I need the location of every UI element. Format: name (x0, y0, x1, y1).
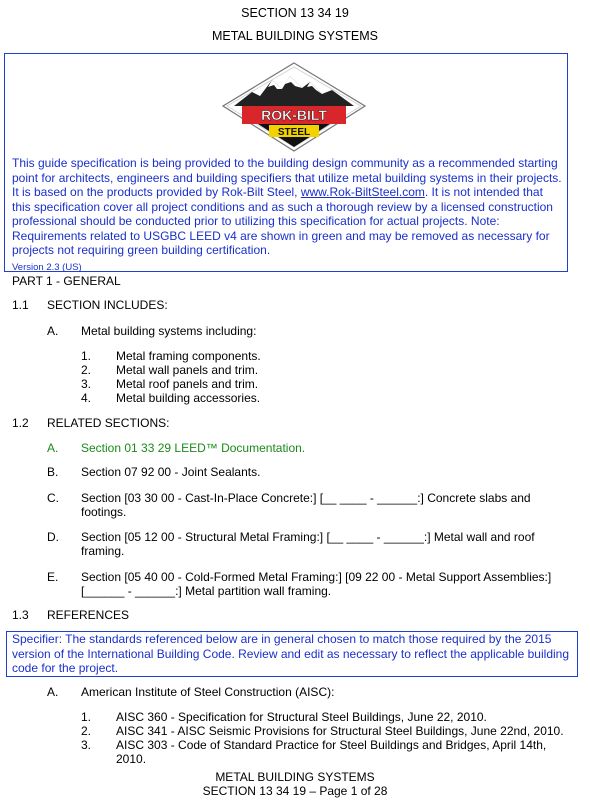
related-section: Section [05 12 00 - Structural Metal Framing:] [__ ____ - ______:] Metal wall and roof (81, 530, 535, 544)
list-item-number: 3. (81, 738, 92, 752)
list-item-number: 1. (81, 349, 92, 363)
guide-note-text (12, 156, 564, 258)
reference-item: AISC 341 - AISC Seismic Provisions for Structural Steel Buildings, June 22nd, 2010. (116, 724, 564, 738)
part-title: PART 1 - GENERAL (12, 274, 121, 288)
list-item-number: 2. (81, 363, 92, 377)
section-title: METAL BUILDING SYSTEMS (211, 29, 378, 43)
section-1-3-number: 1.3 (12, 608, 29, 622)
related-letter: B. (47, 465, 59, 479)
related-letter: A. (47, 441, 59, 455)
reference-item-cont: 2010. (116, 752, 147, 766)
guide-note-body-end: . It is not intended that this specification cover all project conditions and as such a thorough review by a licensed construction professional should be conducted prior to utilizing this specification for actual projects. Note: Requirements related to USGBC LEED v4 are shown in green and may be removed as necessary for projects not requiring green building certification. (12, 185, 553, 257)
specifier-note-text: Specifier: The standards referenced below are in general chosen to match those required by the 2015 version of the International Building Code. Review and edit as necessary to reflect the applicable building code for the project. (12, 632, 570, 675)
section-1-2-title: RELATED SECTIONS: (47, 416, 170, 430)
reference-item: AISC 303 - Code of Standard Practice for Steel Buildings and Bridges, April 14th, (116, 738, 547, 752)
footer-title: METAL BUILDING SYSTEMS (215, 770, 375, 784)
section-1-3-title: REFERENCES (47, 608, 130, 622)
section-1-1-number: 1.1 (12, 298, 29, 312)
section-1-3-a-letter: A. (47, 685, 59, 699)
list-item-number: 2. (81, 724, 92, 738)
rok-bilt-link[interactable]: www.Rok-BiltSteel.com (300, 185, 425, 199)
related-section-leed: Section 01 33 29 LEED™ Documentation. (81, 441, 306, 455)
logo-line2: STEEL (277, 127, 311, 138)
section-1-2-number: 1.2 (12, 416, 29, 430)
section-1-3-a-text: American Institute of Steel Construction (AISC): (81, 685, 335, 699)
logo-line1: ROK-BILT (261, 107, 327, 123)
related-section-cont: framing. (81, 544, 125, 558)
guide-note-body: This guide specification is being provided to the building design community as a recommended starting point for architects, engineers and building specifiers that utilize metal building systems in their projects. It is based on the products provided by Rok-Bilt Steel, (12, 156, 562, 199)
rok-bilt-steel-logo (222, 62, 366, 152)
list-item: Metal wall panels and trim. (116, 363, 259, 377)
list-item: Metal roof panels and trim. (116, 377, 259, 391)
related-section: Section [05 40 00 - Cold-Formed Metal Framing:] [09 22 00 - Metal Support Assemblies:] (81, 570, 552, 584)
related-section-cont: footings. (81, 505, 127, 519)
related-letter: D. (47, 530, 59, 544)
version-label: Version 2.3 (US) (12, 262, 82, 273)
section-1-1-a-letter: A. (47, 324, 59, 338)
list-item: Metal building accessories. (116, 391, 261, 405)
related-section: Section [03 30 00 - Cast-In-Place Concrete:] [__ ____ - ______:] Concrete slabs and (81, 491, 531, 505)
section-number: SECTION 13 34 19 (241, 6, 349, 20)
related-letter: C. (47, 491, 59, 505)
reference-item: AISC 360 - Specification for Structural Steel Buildings, June 22, 2010. (116, 710, 487, 724)
footer-page: SECTION 13 34 19 – Page 1 of 28 (202, 784, 388, 798)
list-item-number: 3. (81, 377, 92, 391)
list-item: Metal framing components. (116, 349, 261, 363)
related-section-cont: [______ - ______:] Metal partition wall framing. (81, 584, 332, 598)
section-1-1-a-text: Metal building systems including: (81, 324, 257, 338)
section-1-1-title: SECTION INCLUDES: (47, 298, 168, 312)
related-letter: E. (47, 570, 59, 584)
list-item-number: 1. (81, 710, 92, 724)
related-section: Section 07 92 00 - Joint Sealants. (81, 465, 261, 479)
list-item-number: 4. (81, 391, 92, 405)
